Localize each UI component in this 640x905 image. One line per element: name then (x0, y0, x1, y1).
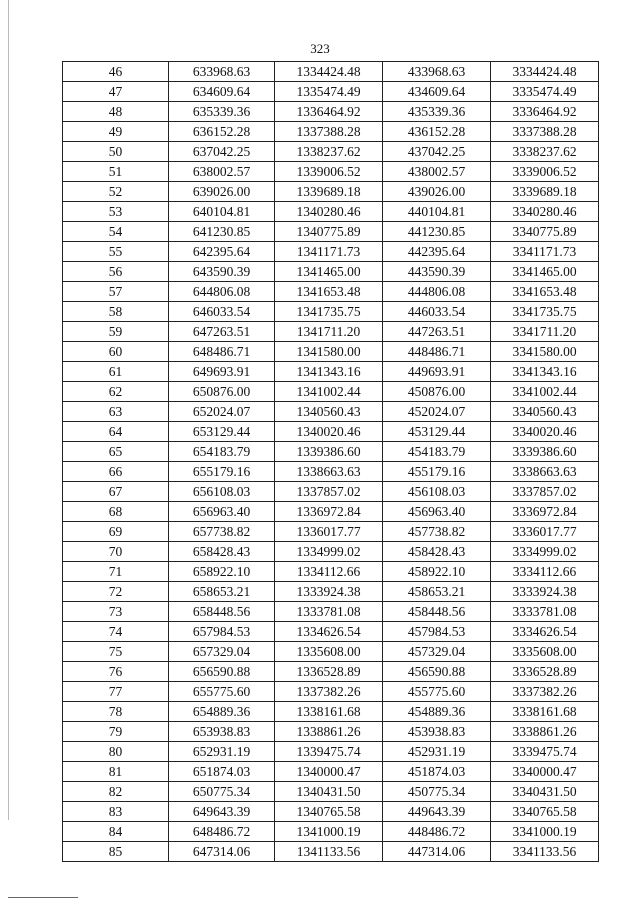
point-number-cell: 75 (63, 642, 169, 662)
y2-cell: 3340000.47 (491, 762, 599, 782)
x2-cell: 456590.88 (383, 662, 491, 682)
x2-cell: 450876.00 (383, 382, 491, 402)
x2-cell: 442395.64 (383, 242, 491, 262)
table-row (63, 342, 599, 362)
table-row (63, 322, 599, 342)
x1-cell: 644806.08 (169, 282, 275, 302)
y1-cell: 1335608.00 (275, 642, 383, 662)
y1-cell: 1340765.58 (275, 802, 383, 822)
y2-cell: 3336528.89 (491, 662, 599, 682)
y2-cell: 3334424.48 (491, 62, 599, 82)
point-number-cell: 50 (63, 142, 169, 162)
x2-cell: 440104.81 (383, 202, 491, 222)
table-row (63, 602, 599, 622)
x2-cell: 443590.39 (383, 262, 491, 282)
y2-cell: 3334626.54 (491, 622, 599, 642)
coordinates-table (62, 61, 599, 862)
point-number-cell: 48 (63, 102, 169, 122)
y1-cell: 1340775.89 (275, 222, 383, 242)
y2-cell: 3337857.02 (491, 482, 599, 502)
point-number-cell: 55 (63, 242, 169, 262)
x1-cell: 650876.00 (169, 382, 275, 402)
table-row (63, 382, 599, 402)
point-number-cell: 76 (63, 662, 169, 682)
point-number-cell: 58 (63, 302, 169, 322)
x2-cell: 451874.03 (383, 762, 491, 782)
y2-cell: 3339006.52 (491, 162, 599, 182)
table-row (63, 702, 599, 722)
point-number-cell: 59 (63, 322, 169, 342)
y1-cell: 1334424.48 (275, 62, 383, 82)
x2-cell: 458653.21 (383, 582, 491, 602)
y1-cell: 1338161.68 (275, 702, 383, 722)
y1-cell: 1339689.18 (275, 182, 383, 202)
point-number-cell: 64 (63, 422, 169, 442)
y1-cell: 1338861.26 (275, 722, 383, 742)
point-number-cell: 61 (63, 362, 169, 382)
y2-cell: 3340431.50 (491, 782, 599, 802)
y2-cell: 3340020.46 (491, 422, 599, 442)
x1-cell: 647263.51 (169, 322, 275, 342)
page-number: 323 (310, 41, 330, 56)
point-number-cell: 53 (63, 202, 169, 222)
y2-cell: 3341653.48 (491, 282, 599, 302)
point-number-cell: 84 (63, 822, 169, 842)
y1-cell: 1341653.48 (275, 282, 383, 302)
table-row (63, 122, 599, 142)
y2-cell: 3341465.00 (491, 262, 599, 282)
y2-cell: 3334112.66 (491, 562, 599, 582)
x1-cell: 653938.83 (169, 722, 275, 742)
y2-cell: 3333924.38 (491, 582, 599, 602)
y2-cell: 3341000.19 (491, 822, 599, 842)
x2-cell: 454183.79 (383, 442, 491, 462)
x1-cell: 634609.64 (169, 82, 275, 102)
x2-cell: 447314.06 (383, 842, 491, 862)
point-number-cell: 79 (63, 722, 169, 742)
y2-cell: 3336972.84 (491, 502, 599, 522)
table-row (63, 722, 599, 742)
y1-cell: 1340000.47 (275, 762, 383, 782)
table-row (63, 502, 599, 522)
x2-cell: 436152.28 (383, 122, 491, 142)
table-row (63, 842, 599, 862)
x2-cell: 439026.00 (383, 182, 491, 202)
y1-cell: 1336464.92 (275, 102, 383, 122)
y1-cell: 1341465.00 (275, 262, 383, 282)
y2-cell: 3338237.62 (491, 142, 599, 162)
y1-cell: 1336017.77 (275, 522, 383, 542)
table-row (63, 642, 599, 662)
point-number-cell: 67 (63, 482, 169, 502)
x1-cell: 636152.28 (169, 122, 275, 142)
table-row (63, 482, 599, 502)
table-row (63, 362, 599, 382)
table-row (63, 682, 599, 702)
x2-cell: 446033.54 (383, 302, 491, 322)
table-row (63, 82, 599, 102)
point-number-cell: 85 (63, 842, 169, 862)
x1-cell: 650775.34 (169, 782, 275, 802)
y2-cell: 3338861.26 (491, 722, 599, 742)
y2-cell: 3341343.16 (491, 362, 599, 382)
y2-cell: 3341711.20 (491, 322, 599, 342)
table-row (63, 662, 599, 682)
y2-cell: 3338663.63 (491, 462, 599, 482)
x1-cell: 649693.91 (169, 362, 275, 382)
y1-cell: 1337388.28 (275, 122, 383, 142)
y1-cell: 1341002.44 (275, 382, 383, 402)
x2-cell: 452931.19 (383, 742, 491, 762)
x2-cell: 444806.08 (383, 282, 491, 302)
x1-cell: 643590.39 (169, 262, 275, 282)
table-row (63, 782, 599, 802)
y1-cell: 1341711.20 (275, 322, 383, 342)
y2-cell: 3340765.58 (491, 802, 599, 822)
x2-cell: 448486.72 (383, 822, 491, 842)
x1-cell: 642395.64 (169, 242, 275, 262)
x2-cell: 458922.10 (383, 562, 491, 582)
scan-edge-line (8, 0, 9, 820)
x1-cell: 654889.36 (169, 702, 275, 722)
table-row (63, 802, 599, 822)
point-number-cell: 52 (63, 182, 169, 202)
x2-cell: 453129.44 (383, 422, 491, 442)
y1-cell: 1334999.02 (275, 542, 383, 562)
y1-cell: 1340431.50 (275, 782, 383, 802)
x1-cell: 656108.03 (169, 482, 275, 502)
x1-cell: 647314.06 (169, 842, 275, 862)
y1-cell: 1337857.02 (275, 482, 383, 502)
y1-cell: 1334112.66 (275, 562, 383, 582)
point-number-cell: 74 (63, 622, 169, 642)
y2-cell: 3341171.73 (491, 242, 599, 262)
point-number-cell: 71 (63, 562, 169, 582)
table-row (63, 762, 599, 782)
x1-cell: 658428.43 (169, 542, 275, 562)
table-row (63, 522, 599, 542)
y2-cell: 3339386.60 (491, 442, 599, 462)
x1-cell: 635339.36 (169, 102, 275, 122)
y2-cell: 3341580.00 (491, 342, 599, 362)
y2-cell: 3340560.43 (491, 402, 599, 422)
point-number-cell: 68 (63, 502, 169, 522)
point-number-cell: 78 (63, 702, 169, 722)
x2-cell: 454889.36 (383, 702, 491, 722)
y1-cell: 1341343.16 (275, 362, 383, 382)
point-number-cell: 54 (63, 222, 169, 242)
x2-cell: 456108.03 (383, 482, 491, 502)
table-row (63, 302, 599, 322)
y1-cell: 1341580.00 (275, 342, 383, 362)
x1-cell: 638002.57 (169, 162, 275, 182)
x1-cell: 640104.81 (169, 202, 275, 222)
x2-cell: 453938.83 (383, 722, 491, 742)
table-row (63, 622, 599, 642)
x1-cell: 652931.19 (169, 742, 275, 762)
y1-cell: 1335474.49 (275, 82, 383, 102)
x2-cell: 438002.57 (383, 162, 491, 182)
x1-cell: 654183.79 (169, 442, 275, 462)
footnote-rule (8, 897, 78, 898)
x2-cell: 457984.53 (383, 622, 491, 642)
table-row (63, 462, 599, 482)
y1-cell: 1336972.84 (275, 502, 383, 522)
x1-cell: 658448.56 (169, 602, 275, 622)
y2-cell: 3337382.26 (491, 682, 599, 702)
y2-cell: 3339475.74 (491, 742, 599, 762)
point-number-cell: 47 (63, 82, 169, 102)
y2-cell: 3340775.89 (491, 222, 599, 242)
x2-cell: 441230.85 (383, 222, 491, 242)
y2-cell: 3335608.00 (491, 642, 599, 662)
x1-cell: 648486.72 (169, 822, 275, 842)
point-number-cell: 69 (63, 522, 169, 542)
table-row (63, 402, 599, 422)
y1-cell: 1338237.62 (275, 142, 383, 162)
table-row (63, 202, 599, 222)
x1-cell: 646033.54 (169, 302, 275, 322)
x1-cell: 652024.07 (169, 402, 275, 422)
y1-cell: 1339006.52 (275, 162, 383, 182)
x2-cell: 456963.40 (383, 502, 491, 522)
table-row (63, 162, 599, 182)
y2-cell: 3341133.56 (491, 842, 599, 862)
x2-cell: 458448.56 (383, 602, 491, 622)
table-row (63, 562, 599, 582)
x2-cell: 449693.91 (383, 362, 491, 382)
point-number-cell: 83 (63, 802, 169, 822)
point-number-cell: 65 (63, 442, 169, 462)
y1-cell: 1334626.54 (275, 622, 383, 642)
y2-cell: 3333781.08 (491, 602, 599, 622)
table-row (63, 242, 599, 262)
y2-cell: 3336464.92 (491, 102, 599, 122)
table-row (63, 582, 599, 602)
x1-cell: 641230.85 (169, 222, 275, 242)
table-row (63, 822, 599, 842)
x1-cell: 639026.00 (169, 182, 275, 202)
y2-cell: 3341735.75 (491, 302, 599, 322)
x1-cell: 633968.63 (169, 62, 275, 82)
x2-cell: 435339.36 (383, 102, 491, 122)
y1-cell: 1339386.60 (275, 442, 383, 462)
point-number-cell: 51 (63, 162, 169, 182)
x1-cell: 656963.40 (169, 502, 275, 522)
x1-cell: 655179.16 (169, 462, 275, 482)
x2-cell: 455775.60 (383, 682, 491, 702)
y1-cell: 1341735.75 (275, 302, 383, 322)
table-row (63, 442, 599, 462)
point-number-cell: 56 (63, 262, 169, 282)
point-number-cell: 82 (63, 782, 169, 802)
x2-cell: 452024.07 (383, 402, 491, 422)
x2-cell: 448486.71 (383, 342, 491, 362)
x2-cell: 437042.25 (383, 142, 491, 162)
table-row (63, 262, 599, 282)
y1-cell: 1333924.38 (275, 582, 383, 602)
y1-cell: 1339475.74 (275, 742, 383, 762)
y2-cell: 3336017.77 (491, 522, 599, 542)
y1-cell: 1333781.08 (275, 602, 383, 622)
x1-cell: 655775.60 (169, 682, 275, 702)
point-number-cell: 72 (63, 582, 169, 602)
x2-cell: 449643.39 (383, 802, 491, 822)
point-number-cell: 62 (63, 382, 169, 402)
point-number-cell: 60 (63, 342, 169, 362)
point-number-cell: 81 (63, 762, 169, 782)
x1-cell: 658922.10 (169, 562, 275, 582)
point-number-cell: 57 (63, 282, 169, 302)
table-row (63, 742, 599, 762)
y2-cell: 3340280.46 (491, 202, 599, 222)
x2-cell: 450775.34 (383, 782, 491, 802)
y2-cell: 3337388.28 (491, 122, 599, 142)
x1-cell: 648486.71 (169, 342, 275, 362)
table-row (63, 102, 599, 122)
table-body (63, 62, 599, 862)
point-number-cell: 63 (63, 402, 169, 422)
x2-cell: 457738.82 (383, 522, 491, 542)
x1-cell: 657984.53 (169, 622, 275, 642)
y1-cell: 1340020.46 (275, 422, 383, 442)
x2-cell: 434609.64 (383, 82, 491, 102)
point-number-cell: 49 (63, 122, 169, 142)
point-number-cell: 66 (63, 462, 169, 482)
x1-cell: 649643.39 (169, 802, 275, 822)
y2-cell: 3341002.44 (491, 382, 599, 402)
table-row (63, 142, 599, 162)
y1-cell: 1338663.63 (275, 462, 383, 482)
y1-cell: 1337382.26 (275, 682, 383, 702)
table-row (63, 222, 599, 242)
y1-cell: 1341171.73 (275, 242, 383, 262)
table-row (63, 282, 599, 302)
y2-cell: 3339689.18 (491, 182, 599, 202)
x1-cell: 658653.21 (169, 582, 275, 602)
y1-cell: 1340560.43 (275, 402, 383, 422)
table-row (63, 182, 599, 202)
x2-cell: 458428.43 (383, 542, 491, 562)
point-number-cell: 77 (63, 682, 169, 702)
x1-cell: 637042.25 (169, 142, 275, 162)
point-number-cell: 70 (63, 542, 169, 562)
x1-cell: 657738.82 (169, 522, 275, 542)
y2-cell: 3334999.02 (491, 542, 599, 562)
x2-cell: 447263.51 (383, 322, 491, 342)
y1-cell: 1336528.89 (275, 662, 383, 682)
y2-cell: 3338161.68 (491, 702, 599, 722)
table-row (63, 542, 599, 562)
y2-cell: 3335474.49 (491, 82, 599, 102)
table-row (63, 62, 599, 82)
y1-cell: 1341000.19 (275, 822, 383, 842)
table-row (63, 422, 599, 442)
x1-cell: 657329.04 (169, 642, 275, 662)
x2-cell: 455179.16 (383, 462, 491, 482)
x1-cell: 651874.03 (169, 762, 275, 782)
point-number-cell: 73 (63, 602, 169, 622)
y1-cell: 1340280.46 (275, 202, 383, 222)
point-number-cell: 46 (63, 62, 169, 82)
y1-cell: 1341133.56 (275, 842, 383, 862)
x2-cell: 457329.04 (383, 642, 491, 662)
x1-cell: 653129.44 (169, 422, 275, 442)
x2-cell: 433968.63 (383, 62, 491, 82)
x1-cell: 656590.88 (169, 662, 275, 682)
point-number-cell: 80 (63, 742, 169, 762)
